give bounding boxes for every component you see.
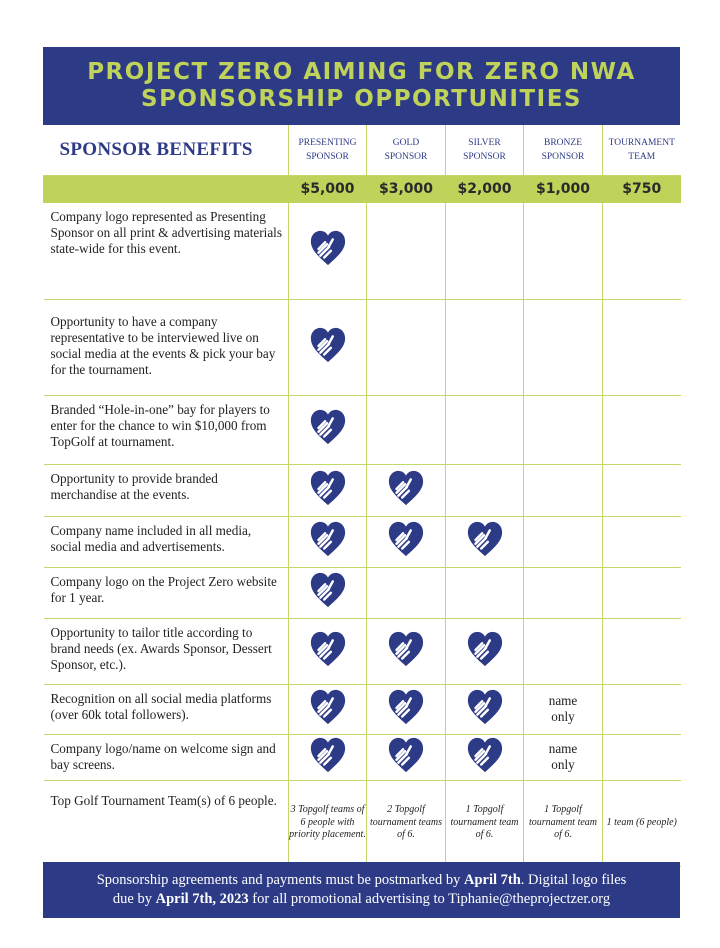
price-presenting: $5,000 (300, 180, 355, 197)
header-title-line2: SPONSORSHIP OPPORTUNITIES (141, 86, 582, 112)
benefit-text: Branded “Hole-in-one” bay for players to enter for the chance to win $10,000 from TopGolf at tournament. (50, 401, 270, 449)
price-tournament: $750 (622, 180, 662, 197)
footer-line1 (97, 871, 627, 890)
benefit-cell (367, 516, 446, 567)
heart-hand-icon (309, 736, 347, 774)
benefit-cell (289, 734, 367, 780)
benefit-cell (524, 299, 603, 395)
tier-header-row (44, 125, 681, 175)
heart-hand-icon (309, 630, 347, 668)
heart-hand-icon (309, 571, 347, 609)
benefit-cell (446, 734, 524, 780)
benefit-cell (367, 299, 446, 395)
benefit-cell (603, 516, 681, 567)
tier-gold (367, 125, 446, 175)
benefit-cell (289, 567, 367, 618)
benefits-title-cell (44, 125, 289, 175)
team-note: 1 Topgolf tournament team of 6. (528, 804, 598, 841)
team-note: 1 team (6 people) (606, 816, 677, 828)
benefit-cell (603, 202, 681, 299)
benefit-text: Company logo/name on welcome sign and bay screens. (50, 740, 276, 772)
benefit-text: Opportunity to have a company representative to be interviewed live on social media at the events & pick your bay for the tournament. (50, 313, 276, 377)
tier-tournament (603, 125, 681, 175)
benefit-row (44, 464, 681, 516)
benefit-cell (446, 464, 524, 516)
heart-hand-icon (466, 520, 504, 558)
benefit-cell (603, 395, 681, 464)
heart-hand-icon (387, 630, 425, 668)
name-only-label: name (548, 741, 578, 756)
benefit-cell (524, 734, 603, 780)
benefit-cell (367, 780, 446, 866)
benefit-row (44, 734, 681, 780)
benefit-cell (603, 684, 681, 734)
benefit-row (44, 202, 681, 299)
benefit-text-cell (44, 202, 289, 299)
tier-label: SILVER (468, 137, 501, 148)
benefit-text-cell (44, 464, 289, 516)
price-silver: $2,000 (457, 180, 512, 197)
benefit-cell (603, 299, 681, 395)
benefit-cell (367, 395, 446, 464)
name-only-label: only (551, 757, 575, 772)
benefit-cell (603, 734, 681, 780)
team-note: 3 Topgolf teams of 6 people with priority placement. (289, 804, 366, 841)
price-cell (446, 175, 524, 202)
benefit-cell (367, 734, 446, 780)
price-cell (289, 175, 367, 202)
heart-hand-icon (466, 630, 504, 668)
benefit-text: Opportunity to tailor title according to brand needs (ex. Awards Sponsor, Dessert Sponsor, etc.). (50, 624, 272, 672)
tier-label: SPONSOR (306, 151, 349, 162)
tier-label: PRESENTING (298, 137, 357, 148)
benefit-cell (289, 618, 367, 684)
benefit-text-cell (44, 516, 289, 567)
heart-hand-icon (309, 688, 347, 726)
benefit-cell (289, 516, 367, 567)
benefit-cell (367, 618, 446, 684)
footer-text: Sponsorship agreements and payments must be postmarked by (96, 872, 464, 888)
benefit-cell (446, 395, 524, 464)
heart-hand-icon (387, 688, 425, 726)
benefit-cell (446, 780, 524, 866)
benefit-text-cell (44, 299, 289, 395)
benefit-text: Company logo represented as Presenting Sponsor on all print & advertising materials state-wide for this event. (50, 208, 282, 256)
benefit-cell (524, 395, 603, 464)
price-gold: $3,000 (378, 180, 434, 197)
benefit-cell (289, 202, 367, 299)
footer-text: due by (112, 891, 156, 907)
benefit-cell (524, 202, 603, 299)
benefit-text-cell (44, 684, 289, 734)
footer-text: . Digital logo files (520, 872, 627, 888)
benefit-cell (289, 299, 367, 395)
footer-deadline: April 7th (463, 872, 521, 888)
benefit-cell (289, 464, 367, 516)
footer-deadline: April 7th, 2023 (155, 891, 249, 907)
benefit-cell (446, 516, 524, 567)
name-only-label: only (551, 709, 575, 724)
benefit-text: Company logo on the Project Zero website for 1 year. (50, 573, 277, 605)
benefit-row (44, 395, 681, 464)
tier-label: SPONSOR (384, 151, 428, 162)
benefit-text-cell (44, 567, 289, 618)
header-banner (43, 47, 680, 125)
benefit-row (44, 567, 681, 618)
price-cell (367, 175, 446, 202)
tier-silver (446, 125, 524, 175)
benefit-text: Top Golf Tournament Team(s) of 6 people. (50, 792, 277, 808)
benefit-cell (446, 299, 524, 395)
heart-hand-icon (309, 326, 347, 364)
benefit-row (44, 516, 681, 567)
benefit-row (44, 684, 681, 734)
benefit-cell (524, 516, 603, 567)
tier-label: TEAM (628, 151, 656, 162)
heart-hand-icon (309, 520, 347, 558)
benefit-cell (524, 567, 603, 618)
benefit-cell (289, 395, 367, 464)
benefit-cell (367, 567, 446, 618)
benefit-cell (446, 618, 524, 684)
benefit-cell (367, 464, 446, 516)
benefit-cell (603, 464, 681, 516)
heart-hand-icon (387, 469, 425, 507)
price-cell (524, 175, 603, 202)
benefit-text: Opportunity to provide branded merchandise at the events. (50, 470, 218, 502)
heart-hand-icon (466, 688, 504, 726)
benefit-text: Company name included in all media, social media and advertisements. (50, 522, 252, 554)
benefits-title: SPONSOR BENEFITS (59, 138, 253, 160)
footer-line2 (113, 890, 610, 909)
team-note: 2 Topgolf tournament teams of 6. (370, 804, 442, 841)
benefit-cell (446, 567, 524, 618)
benefit-cell (603, 780, 681, 866)
heart-hand-icon (309, 408, 347, 446)
tier-label: SPONSOR (541, 151, 585, 162)
benefit-text: Recognition on all social media platforms (over 60k total followers). (50, 690, 272, 722)
benefit-cell (524, 618, 603, 684)
benefit-cell (524, 684, 603, 734)
heart-hand-icon (387, 736, 425, 774)
benefit-cell (446, 684, 524, 734)
heart-hand-icon (309, 469, 347, 507)
footer-email: Tiphanie@theprojectzer.org (448, 891, 611, 907)
benefit-cell (367, 202, 446, 299)
benefit-row (44, 299, 681, 395)
benefit-cell (446, 202, 524, 299)
benefit-row (44, 618, 681, 684)
tier-label: SPONSOR (463, 151, 506, 162)
benefit-cell (524, 464, 603, 516)
benefit-text-cell (44, 734, 289, 780)
benefit-cell (603, 567, 681, 618)
benefit-cell (289, 684, 367, 734)
heart-hand-icon (387, 520, 425, 558)
benefit-cell (289, 780, 367, 866)
benefit-row (44, 780, 681, 866)
benefit-cell (603, 618, 681, 684)
benefit-cell (367, 684, 446, 734)
price-row (44, 175, 681, 202)
heart-hand-icon (466, 736, 504, 774)
price-cell (603, 175, 681, 202)
price-bronze: $1,000 (535, 180, 591, 197)
tier-label: TOURNAMENT (608, 137, 675, 148)
footer-text: for all promotional advertising to (248, 891, 449, 907)
heart-hand-icon (309, 229, 347, 267)
tier-bronze (524, 125, 603, 175)
name-only-label: name (548, 693, 578, 708)
price-empty-cell (44, 175, 289, 202)
tier-label: GOLD (392, 137, 420, 148)
benefit-text-cell (44, 780, 289, 866)
tier-label: BRONZE (544, 137, 582, 148)
benefit-text-cell (44, 618, 289, 684)
tier-presenting (289, 125, 367, 175)
header-title-line1: PROJECT ZERO AIMING FOR ZERO NWA (87, 59, 636, 85)
benefit-cell (524, 780, 603, 866)
footer-banner (43, 862, 680, 918)
team-note: 1 Topgolf tournament team of 6. (450, 804, 519, 841)
benefit-text-cell (44, 395, 289, 464)
sponsorship-table (43, 125, 680, 867)
